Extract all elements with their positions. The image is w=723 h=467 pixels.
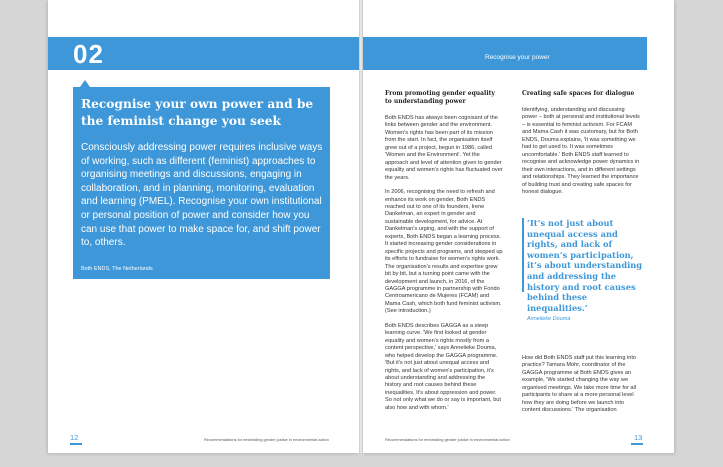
paragraph-after-quote: How did Both ENDS staff put this learning into practice? Tamara Mohr, coordinator of the GAGGA programme at Both ENDS gives an example, 'We started changing the way we organised meetings. We take more time for all participants to share at a more personal level how they are doing before we launch into content discussions.' The organisation bbox=[522, 355, 637, 414]
pull-quote: ‘It’s not just about unequal access and rights, and lack of women’s participation, it’s about understanding and addressing the history and root causes behind these inequalities.’ bbox=[527, 218, 643, 313]
text-column-left bbox=[385, 90, 503, 419]
pull-quote-attribution: Annelieke Douma bbox=[527, 316, 571, 323]
chapter-bar bbox=[48, 37, 359, 70]
paragraph: Both ENDS has always been cognisant of the links between gender and the environment. Women's rights has been part of its mission from the start. In fact, the organisation itself grew out of a project, begun in 1986, called 'Women and the Environment'. Yet the approach and level of attention given to gender equality and women's rights has fluctuated over the years. bbox=[385, 115, 503, 181]
callout-body: Consciously addressing power requires inclusive ways of working, such as different (feminist) approaches to organising meetings and discussions, engaging in collaboration, and in planning, monitoring, evaluation and learning (PMEL). Recognise your own institutional or personal position of power and consider how you can use that power to make space for, and shift power to, others. bbox=[81, 142, 323, 249]
running-head: Recognise your power bbox=[485, 54, 550, 61]
pull-quote-block bbox=[522, 218, 647, 322]
footer-right: Recommendations for embedding gender justice in environmental action bbox=[385, 437, 510, 442]
right-page bbox=[363, 0, 674, 453]
paragraph: Both ENDS describes GAGGA as a steep learning curve. 'We first looked at gender equality and women's rights mostly from a content perspective,' says Annelieke Douma, who helped develop the GAGGA programme. 'But it's not just about unequal access and rights, and lack of women's participation, it's about understanding and addressing the history and root causes behind these inequalities. It's about oppression and power. So not only what we do or say is important, but also how and with whom.' bbox=[385, 322, 501, 411]
chapter-number: 02 bbox=[73, 39, 104, 69]
callout-pointer bbox=[80, 80, 90, 87]
section-heading-2: Creating safe spaces for dialogue bbox=[522, 90, 635, 97]
paragraph: Identifying, understanding and discussing power – both at personal and institutional levels – is essential to feminist activism. For FCAM and Mama Cash it was customary, but for Both ENDS, Douma explains, 'It was something we had to get used to. It was sometimes uncomfortable.' Both ENDS staff learned to recognise and acknowledge power dynamics in their own interactions, and in different settings and relationships. They learned the importance of building trust and creating safe spaces for honest dialogue. bbox=[522, 107, 640, 195]
footer-left: Recommendations for embedding gender justice in environmental action bbox=[204, 437, 329, 442]
left-page bbox=[48, 0, 359, 453]
page-number-rule-right bbox=[631, 443, 643, 445]
page-number-left: 12 bbox=[70, 433, 79, 442]
callout-box bbox=[73, 87, 330, 279]
page-number-right: 13 bbox=[634, 433, 643, 442]
callout-caption: Both ENDS, The Netherlands bbox=[81, 266, 153, 272]
section-heading-1: From promoting gender equality to understanding power bbox=[385, 90, 495, 105]
pull-quote-rule bbox=[522, 218, 524, 292]
paragraph: In 2006, recognising the need to refresh and enhance its work on gender, Both ENDS reached out to one of its founders, Irene Dankelman, an expert in gender and sustainable development, for advice. At Dankelman's urging, and with the support of experts, Both ENDS began a learning process. It started increasing gender considerations in specific projects and programs, and stepped up its efforts to fundraise for women's rights work. The organisation's results and expertise grew bit by bit, but a turning point came with the development and launch, in 2016, of the GAGGA programme in partnership with Fondo Centroamericano de Mujeres (FCAM) and Mama Cash, which both fund feminist activism. (See introduction.) bbox=[385, 189, 503, 315]
text-column-right bbox=[522, 90, 640, 203]
running-head-bar bbox=[363, 37, 647, 70]
callout-heading: Recognise your own power and be the feminist change you seek bbox=[81, 97, 314, 128]
page-number-rule-left bbox=[70, 443, 82, 445]
